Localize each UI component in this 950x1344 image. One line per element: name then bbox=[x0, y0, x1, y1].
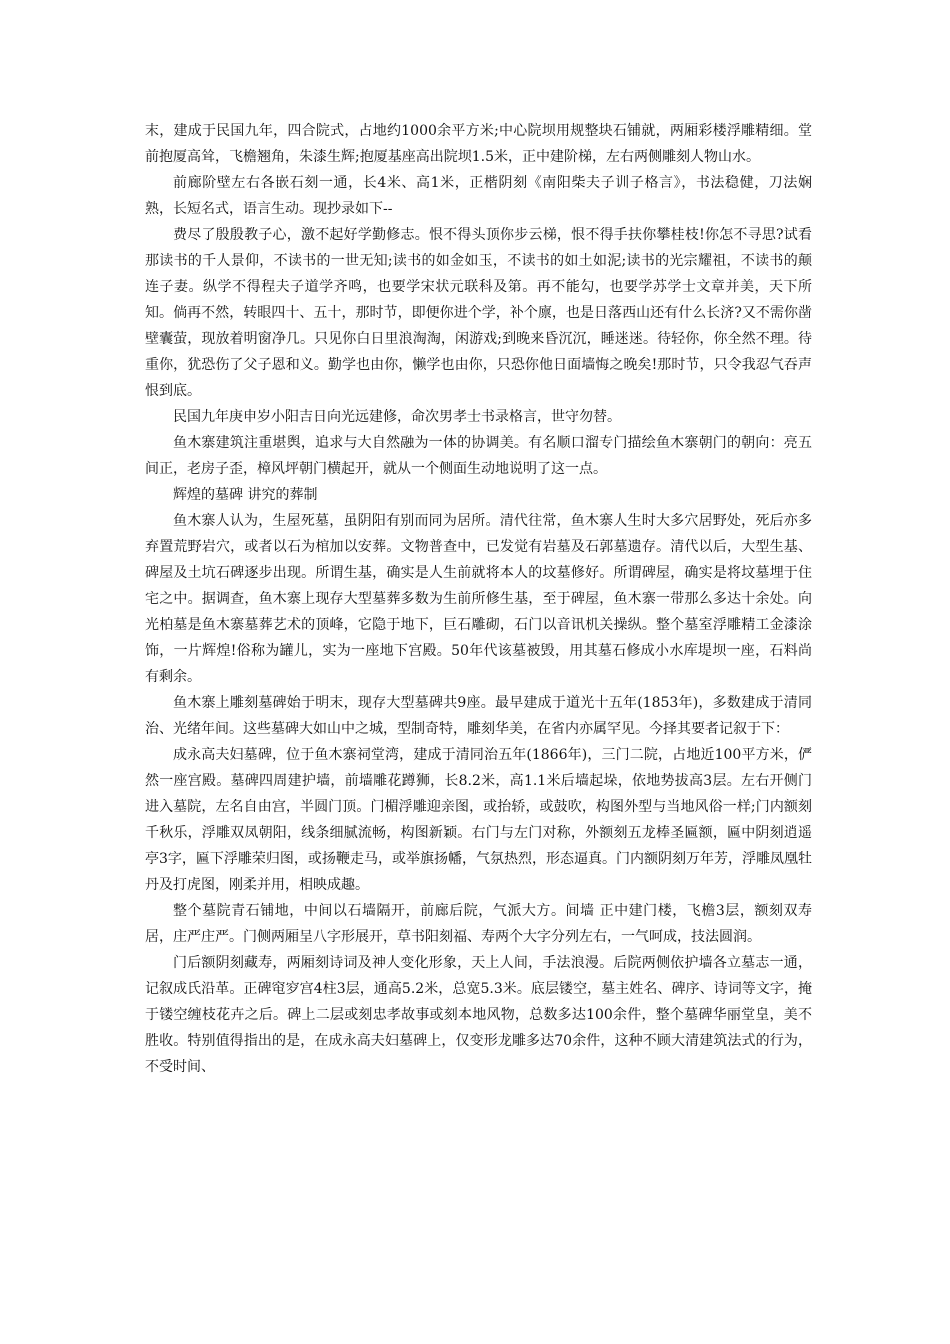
paragraph-fengshui: 鱼木寨建筑注重堪舆，追求与大自然融为一体的协调美。有名顺口溜专门描绘鱼木寨朝门的朝向：亮五间正，老房子歪，樟风坪朝门横起开，就从一个侧面生动地说明了这一点。 bbox=[145, 435, 812, 477]
document-page bbox=[145, 118, 812, 1080]
paragraph-burial-customs: 鱼木寨人认为，生屋死墓，虽阴阳有别而同为居所。清代往常，鱼木寨人生时大多穴居野处，死后亦多弃置荒野岩穴，或者以石为棺加以安葬。文物普查中，已发觉有岩墓及石郭墓遗存。清代以后，大型生基、碑屋及土坑石碑逐步出现。所谓生基，确实是人生前就将本人的坟墓修好。所谓碑屋，确实是将坟墓埋于住宅之中。据调查，鱼木寨上现存大型墓葬多数为生前所修生基，至于碑屋，鱼木寨一带那么多达十余处。向光柏墓是鱼木寨墓葬艺术的顶峰，它隐于地下，巨石雕砌，石门以音讯机关操纵。整个墓室浮雕精工金漆涂饰，一片辉煌!俗称为罐儿，实为一座地下宫殿。50年代该墓被毁，用其墓石修成小水库堤坝一座，石料尚有剩余。 bbox=[145, 513, 812, 685]
paragraph-courtyard-description: 末，建成于民国九年，四合院式，占地约1000余平方米;中心院坝用规整块石铺就，两厢彩楼浮雕精细。堂前抱厦高耸，飞檐翘角，朱漆生辉;抱厦基座高出院坝1.5米，正中建阶梯，左右两侧雕刻人物山水。 bbox=[145, 123, 812, 165]
paragraph-inscription-date: 民国九年庚申岁小阳吉日向光远建修，命次男孝士书录格言，世守勿替。 bbox=[173, 409, 621, 425]
paragraph-cheng-yonggao-tomb: 成永高夫妇墓碑，位于鱼木寨祠堂湾，建成于清同治五年(1866年)，三门二院，占地近100平方米，俨然一座宫殿。墓碑四周建护墙，前墙雕花蹲狮，长8.2米，高1.1米后墙起垛，依地势拔高3层。左右开侧门进入墓院，左名自由宫，半圆门顶。门楣浮雕迎亲图，或抬轿，或鼓吹，构图外型与当地风俗一样;门内额刻千秋乐，浮雕双凤朝阳，线条细腻流畅，构图新颖。右门与左门对称，外额刻五龙棒圣匾额，匾中阴刻逍遥亭3字，匾下浮雕荣归图，或扬鞭走马，或举旗扬幡，气氛热烈，形态逼真。门内额阴刻万年芳，浮雕凤凰牡丹及打虎图，刚柔并用，相映成趣。 bbox=[145, 747, 812, 893]
paragraph-family-maxims: 费尽了殷殷教子心，激不起好学勤修志。恨不得头顶你步云梯，恨不得手扶你攀桂枝!你怎不寻思?试看那读书的千人景仰，不读书的一世无知;读书的如金如玉，不读书的如土如泥;读书的光宗耀祖，不读书的颠连子妻。纵学不得程夫子道学齐鸣，也要学宋状元联科及第。再不能勾，也要学苏学士文章并美，天下所知。倘再不然，转眼四十、五十，那时节，即便你进个学，补个廪，也是日落西山还有什么长济?又不需你凿壁囊萤，现放着明窗净几。只见你白日里浪淘淘，闲游戏;到晚来昏沉沉，睡迷迷。待轻你，你全然不理。待重你，犹恐伤了父子恩和义。勤学也由你，懒学也由你，只恐你他日面墙悔之晚矣!那时节，只令我忍气吞声恨到底。 bbox=[145, 227, 812, 399]
paragraph-tombstone-history: 鱼木寨上雕刻墓碑始于明末，现存大型墓碑共9座。最早建成于道光十五年(1853年)，多数建成于清同治、光绪年间。这些墓碑大如山中之城，型制奇特，雕刻华美，在省内亦属罕见。今择其要者记叙于下： bbox=[145, 695, 812, 737]
paragraph-stone-inscription-intro: 前廊阶壁左右各嵌石刻一通，长4米、高1米，正楷阴刻《南阳柴夫子训子格言》，书法稳健，刀法娴熟，长短名式，语言生动。现抄录如下-- bbox=[145, 175, 812, 217]
paragraph-tomb-inscriptions: 门后额阴刻藏寿，两厢刻诗词及神人变化形象，天上人间，手法浪漫。后院两侧依护墙各立墓志一通，记叙成氏沿革。正碑窀穸宫4柱3层，通高5.2米，总宽5.3米。底层镂空，墓主姓名、碑序、诗词等文字，掩于镂空缠枝花卉之后。碑上二层或刻忠孝故事或刻本地风物，总数多达100余件，整个墓碑华丽堂皇，美不胜收。特别值得指出的是，在成永高夫妇墓碑上，仅变形龙雕多达70余件，这种不顾大清建筑法式的行为，不受时间、 bbox=[145, 955, 812, 1075]
section-heading-tombstones: 辉煌的墓碑 讲究的葬制 bbox=[173, 487, 318, 503]
paragraph-tomb-courtyard: 整个墓院青石铺地，中间以石墙隔开，前廊后院，气派大方。间墙 正中建门楼，飞檐3层，额刻双寿居，庄严庄严。门侧两厢呈八字形展开，草书阳刻福、寿两个大字分列左右，一气呵成，技法圆润。 bbox=[145, 903, 812, 945]
